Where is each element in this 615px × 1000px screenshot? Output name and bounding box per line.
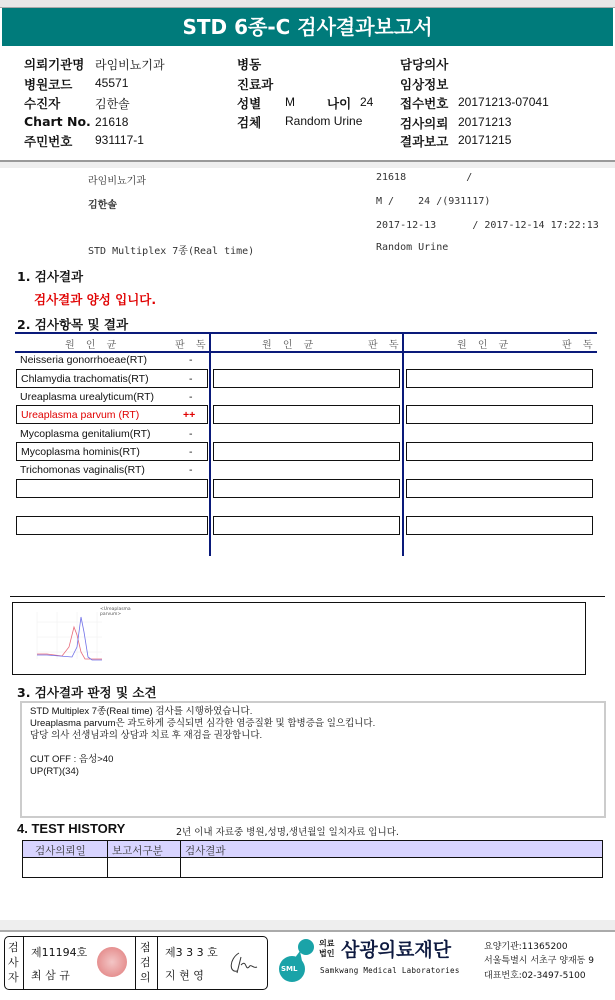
organism-name: Chlamydia trachomatis(RT) — [21, 373, 149, 385]
findings-line: Ureaplasma parvum은 과도하게 증식되면 심각한 염증질환 및 합병증을 일으킵니다. — [30, 718, 376, 729]
value: 20171213-07041 — [458, 95, 549, 109]
organism-result: - — [189, 428, 193, 440]
organism-result: - — [189, 391, 193, 403]
address: 서울특별시 서초구 양재동 9 — [484, 956, 594, 966]
divider — [0, 920, 615, 932]
corp-label: 의료 — [319, 939, 335, 948]
value: 45571 — [95, 76, 129, 90]
seal-stamp — [97, 947, 127, 977]
column-divider — [107, 841, 108, 877]
table-row — [16, 479, 208, 498]
findings-line: UP(RT)(34) — [30, 766, 79, 777]
table-row — [213, 405, 400, 424]
value: 김한솔 — [95, 97, 130, 111]
table-row — [16, 516, 208, 535]
table-row — [213, 369, 400, 388]
header-organism: 원 인 균 — [262, 340, 318, 351]
value: 931117-1 — [95, 133, 144, 147]
header-reading: 판 독 — [175, 340, 210, 351]
value: 24 — [360, 95, 374, 109]
chart-caption: <Ureaplasma parvum> — [100, 607, 133, 617]
phone: 대표번호:02-3497-5100 — [484, 971, 586, 981]
history-col-type: 보고서구분 — [112, 845, 163, 857]
value: M — [285, 95, 295, 109]
examiner-label: 검사자 — [8, 941, 19, 984]
examiner-number: 제11194호 — [31, 946, 88, 959]
table-row — [406, 516, 593, 535]
table-top-line — [15, 332, 597, 334]
label: 임상정보 — [400, 77, 449, 92]
reviewer-number: 제3 3 3 호 — [165, 946, 218, 959]
org-name: 삼광의료재단 — [341, 939, 452, 961]
doc-specimen: Random Urine — [376, 242, 449, 253]
doc-dates: 2017-12-13 / 2017-12-14 17:22:13 — [376, 220, 599, 231]
value: 라임비뇨기과 — [95, 58, 165, 72]
logo-badge: SML — [281, 965, 298, 973]
sml-logo-icon — [272, 937, 318, 983]
organism-name: Neisseria gonorrhoeae(RT) — [20, 354, 148, 366]
organism-result: - — [189, 446, 193, 458]
curve-blue — [37, 617, 102, 660]
corp-label: 법인 — [319, 949, 335, 958]
label: 결과보고 — [400, 134, 449, 149]
label: 접수번호 — [400, 96, 449, 111]
section-3-title: 3. 검사결과 판정 및 소견 — [17, 685, 157, 700]
section-2-title: 2. 검사항목 및 결과 — [17, 317, 129, 332]
doc-chart: 21618 / — [376, 172, 473, 183]
organism-result: - — [189, 373, 193, 385]
history-col-date: 검사의뢰일 — [35, 845, 86, 857]
label: 성별 — [237, 96, 262, 111]
organism-result: - — [189, 354, 193, 366]
divider — [10, 596, 605, 597]
organism-name: Trichomonas vaginalis(RT) — [20, 464, 145, 476]
history-col-result: 검사결과 — [185, 845, 226, 857]
doc-sex-age: M / 24 /(931117) — [376, 196, 491, 207]
history-note: 2년 이내 자료중 병원,성명,생년월일 일치자료 입니다. — [176, 827, 399, 838]
table-row — [213, 442, 400, 461]
findings-line: 담당 의사 선생님과의 상담과 치료 후 재검을 권장합니다. — [30, 730, 263, 741]
label: 병동 — [237, 57, 262, 72]
table-row — [406, 405, 593, 424]
report-title: STD 6종-C 검사결과보고서 — [2, 8, 613, 46]
organism-name: Mycoplasma hominis(RT) — [21, 446, 140, 458]
top-bar — [0, 0, 615, 8]
value: 21618 — [95, 115, 129, 129]
table-header-line — [15, 351, 597, 353]
organism-name: Ureaplasma urealyticum(RT) — [20, 391, 155, 403]
header-reading: 판 독 — [368, 340, 403, 351]
table-row — [213, 479, 400, 498]
table-row — [406, 369, 593, 388]
label: 담당의사 — [400, 57, 449, 72]
organism-name: Ureaplasma parvum (RT) — [21, 409, 140, 421]
divider — [23, 937, 24, 989]
value: 20171213 — [458, 115, 512, 129]
label: 검체 — [237, 115, 262, 130]
table-row — [406, 442, 593, 461]
label: 진료과 — [237, 77, 274, 92]
divider — [0, 160, 615, 168]
findings-line: CUT OFF : 음성>40 — [30, 754, 114, 765]
reviewer-label: 점검의 — [140, 941, 151, 984]
header-reading: 판 독 — [562, 340, 597, 351]
table-row — [406, 479, 593, 498]
organism-name: Mycoplasma genitalium(RT) — [20, 428, 151, 440]
label: 의뢰기관명 — [24, 57, 85, 72]
history-table — [22, 840, 603, 878]
examiner-name: 최 삼 규 — [31, 969, 70, 982]
organism-result: - — [189, 464, 193, 476]
value: Random Urine — [285, 114, 363, 128]
column-divider — [180, 841, 181, 877]
divider — [135, 937, 136, 989]
label: 병원코드 — [24, 77, 73, 92]
reviewer-name: 지 현 영 — [165, 969, 204, 982]
findings-line: STD Multiplex 7종(Real time) 검사를 시행하였습니다. — [30, 706, 253, 717]
label: Chart No. — [24, 114, 91, 129]
doc-hospital: 라임비뇨기과 — [88, 176, 146, 187]
label: 나이 — [327, 96, 352, 111]
doc-test: STD Multiplex 7종(Real time) — [88, 246, 255, 257]
label: 검사의뢰 — [400, 116, 449, 131]
value: 20171215 — [458, 133, 512, 147]
amplification-curve-chart — [27, 607, 107, 667]
signature-image — [227, 949, 263, 977]
chart-grid — [37, 612, 102, 659]
org-english-name: Samkwang Medical Laboratories — [320, 966, 460, 975]
signature-box — [4, 936, 268, 990]
header-organism: 원 인 균 — [457, 340, 513, 351]
label: 수진자 — [24, 96, 61, 111]
column-divider — [402, 332, 404, 556]
divider — [157, 937, 158, 989]
institution-code: 요양기관:11365200 — [484, 942, 568, 952]
header-organism: 원 인 균 — [65, 340, 121, 351]
section-4-title: 4. TEST HISTORY — [17, 821, 126, 836]
section-1-title: 1. 검사결과 — [17, 269, 84, 284]
table-row — [213, 516, 400, 535]
result-summary: 검사결과 양성 입니다. — [34, 292, 157, 307]
findings-box — [20, 701, 606, 818]
amplification-chart-box — [12, 602, 586, 675]
organism-result: ++ — [183, 409, 196, 421]
history-header — [23, 841, 602, 858]
doc-patient: 김한솔 — [88, 200, 117, 211]
label: 주민번호 — [24, 134, 73, 149]
curve-red — [37, 627, 102, 659]
findings-line — [30, 742, 596, 754]
column-divider — [209, 332, 211, 556]
